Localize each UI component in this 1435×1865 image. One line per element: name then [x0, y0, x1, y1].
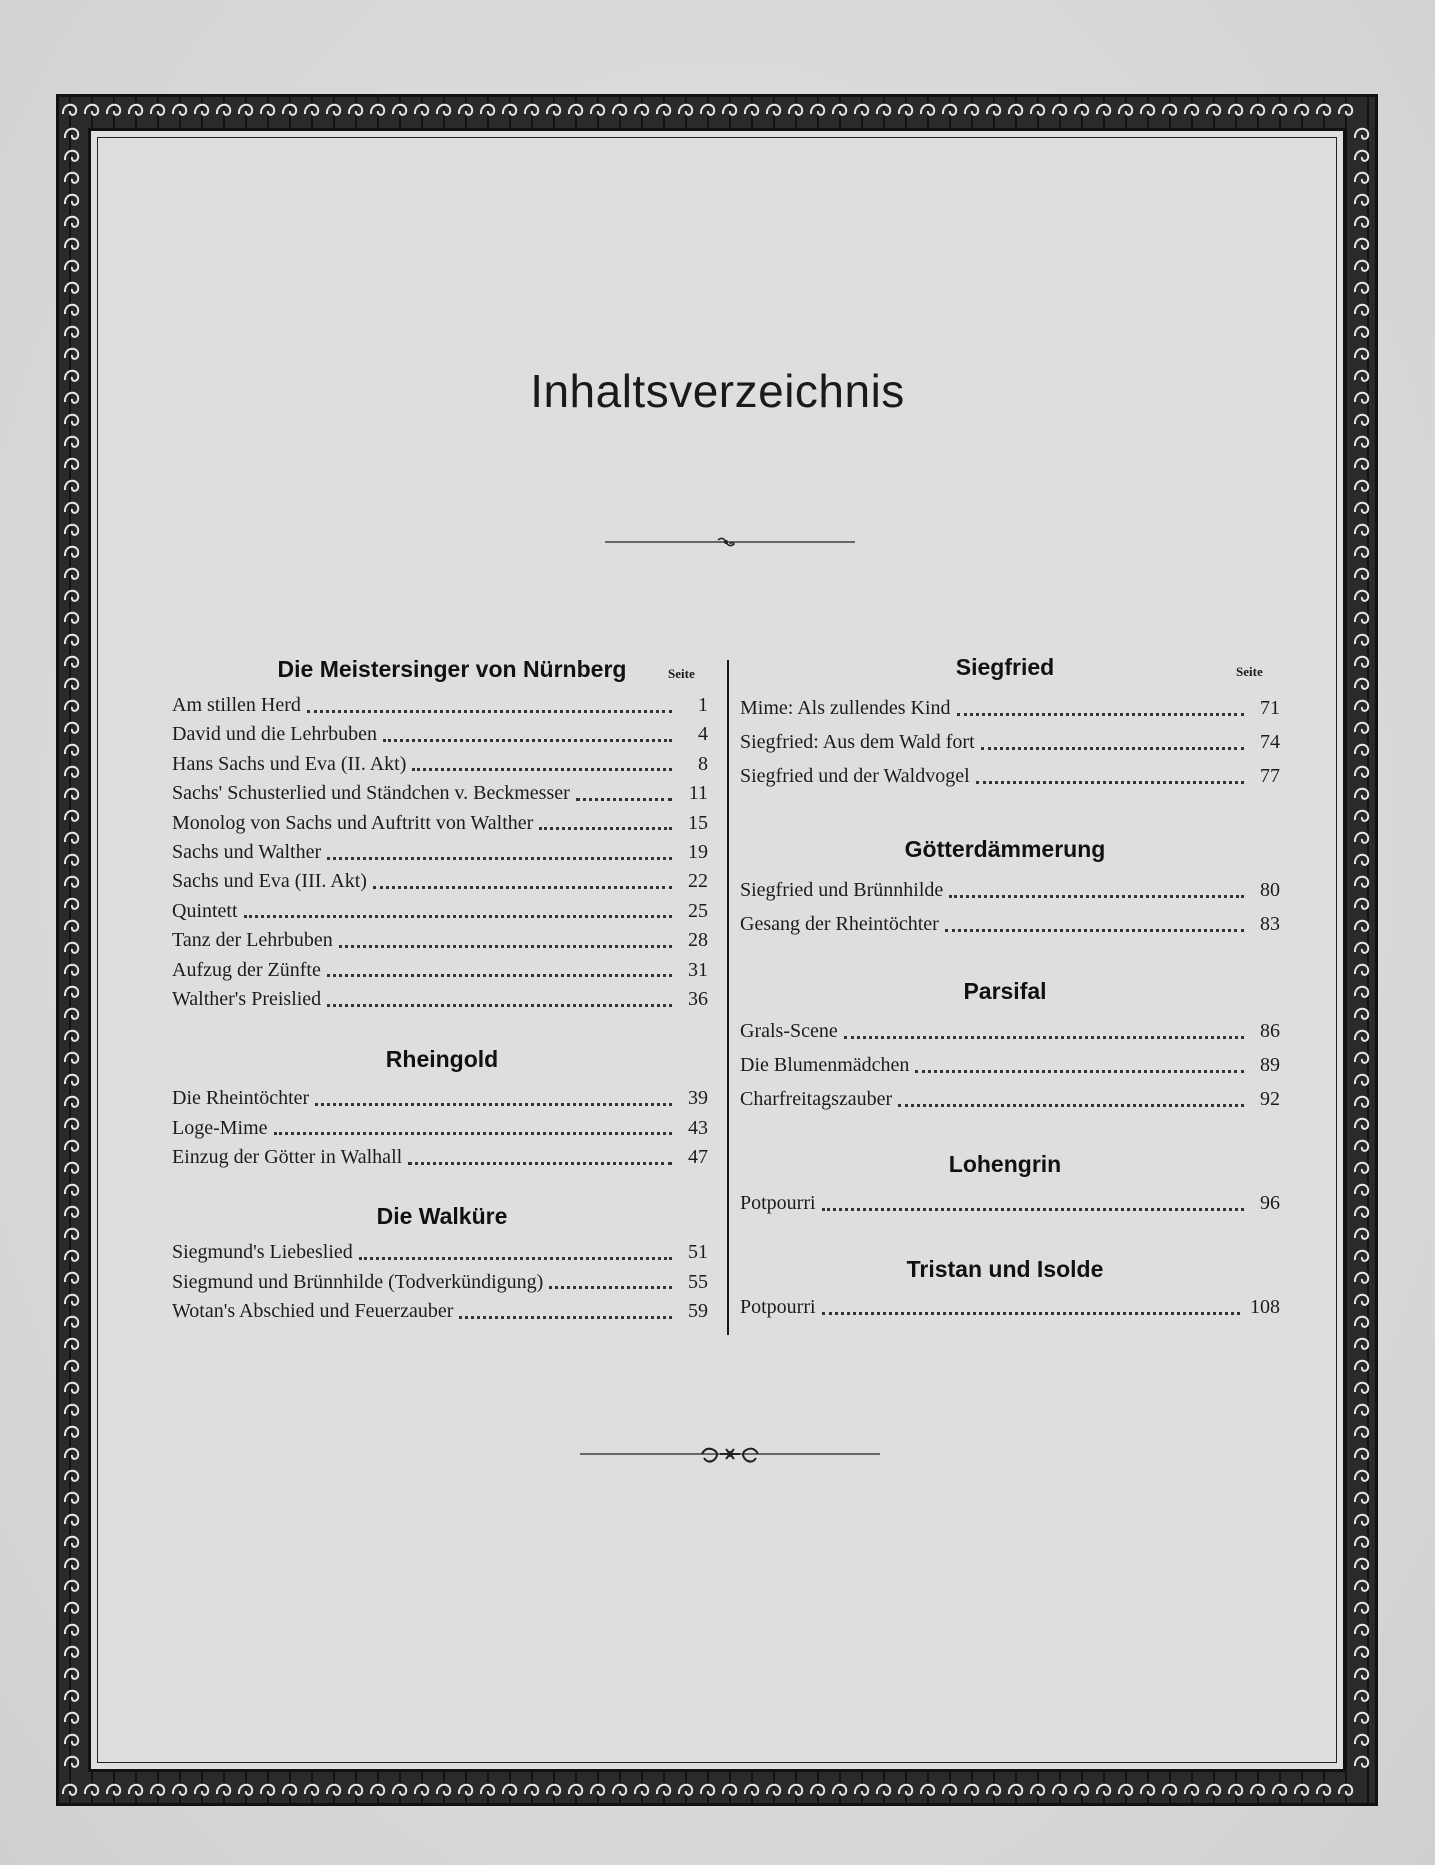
- toc-entry: [172, 959, 708, 987]
- leader-dots: [539, 827, 672, 830]
- entry-page-number: 31: [688, 958, 708, 981]
- entry-title: Die Blumenmädchen: [740, 1054, 910, 1076]
- entry-page-number: 86: [1260, 1020, 1280, 1042]
- entry-page-number: 11: [688, 782, 708, 805]
- toc-entry: [172, 782, 708, 810]
- entry-title: Siegfried und der Waldvogel: [740, 765, 970, 787]
- toc-entry: [172, 1087, 708, 1115]
- entry-page-number: 89: [1260, 1054, 1280, 1076]
- entry-page-number: 80: [1260, 879, 1280, 901]
- toc-entry: [172, 988, 708, 1016]
- entry-title: Potpourri: [740, 1192, 816, 1214]
- entry-title: David und die Lehrbuben: [172, 723, 377, 746]
- leader-dots: [822, 1312, 1240, 1315]
- entry-page-number: 1: [698, 694, 708, 716]
- entry-title: Siegfried: Aus dem Wald fort: [740, 731, 975, 753]
- section-heading-parsifal: Parsifal: [963, 978, 1047, 1004]
- entry-title: Siegmund und Brünnhilde (Todverkündigung): [172, 1270, 544, 1293]
- toc-entry: [740, 1192, 1280, 1220]
- toc-entry: [172, 1117, 708, 1145]
- entry-title: Die Rheintöchter: [172, 1087, 310, 1109]
- toc-entry: [740, 765, 1280, 793]
- entry-title: Mime: Als zullendes Kind: [740, 697, 951, 719]
- entry-page-number: 43: [688, 1116, 708, 1139]
- section-heading-lohengrin: Lohengrin: [948, 1151, 1062, 1177]
- toc-entry: [740, 913, 1280, 941]
- leader-dots: [957, 713, 1244, 716]
- section-heading-rheingold: Rheingold: [385, 1046, 499, 1072]
- bottom-divider-ornament: [580, 1440, 880, 1470]
- entry-title: Einzug der Götter in Walhall: [172, 1146, 403, 1168]
- entry-page-number: 92: [1260, 1088, 1280, 1110]
- toc-entry: [172, 900, 708, 928]
- entry-title: Loge-Mime: [172, 1116, 268, 1139]
- entry-page-number: 51: [688, 1241, 708, 1263]
- entry-page-number: 4: [698, 723, 708, 746]
- toc-entry: [740, 1296, 1280, 1324]
- leader-dots: [822, 1208, 1244, 1211]
- section-heading-die-walkure: Die Walküre: [376, 1203, 508, 1229]
- entry-title: Sachs' Schusterlied und Ständchen v. Beckmesser: [172, 782, 570, 805]
- entry-page-number: 19: [688, 841, 708, 863]
- toc-entry: [172, 841, 708, 869]
- toc-entry: [172, 929, 708, 957]
- entry-title: Monolog von Sachs und Auftritt von Walther: [172, 811, 534, 834]
- leader-dots: [459, 1316, 672, 1319]
- entry-title: Sachs und Walther: [172, 841, 322, 863]
- toc-entry: [740, 697, 1280, 725]
- section-heading-siegfried: Siegfried: [955, 654, 1055, 680]
- entry-page-number: 22: [688, 870, 708, 893]
- toc-entry: [172, 1271, 708, 1299]
- leader-dots: [315, 1103, 672, 1106]
- entry-page-number: 28: [688, 929, 708, 952]
- leader-dots: [327, 1004, 672, 1007]
- entry-title: Grals-Scene: [740, 1020, 838, 1042]
- entry-page-number: 15: [688, 811, 708, 834]
- leader-dots: [327, 974, 672, 977]
- entry-page-number: 74: [1260, 731, 1280, 753]
- seite-label: Seite: [668, 666, 695, 681]
- leader-dots: [359, 1257, 672, 1260]
- entry-title: Aufzug der Zünfte: [172, 958, 321, 981]
- entry-title: Walther's Preislied: [172, 988, 322, 1010]
- entry-page-number: 108: [1250, 1296, 1280, 1318]
- section-heading-die-meistersinger-von-nurnberg: Die Meistersinger von Nürnberg: [277, 656, 627, 682]
- toc-entry: [172, 1241, 708, 1269]
- entry-page-number: 77: [1260, 765, 1280, 787]
- entry-title: Charfreitagszauber: [740, 1088, 893, 1110]
- toc-entry: [172, 1300, 708, 1328]
- entry-title: Wotan's Abschied und Feuerzauber: [172, 1300, 454, 1322]
- leader-dots: [576, 798, 672, 801]
- entry-page-number: 55: [688, 1270, 708, 1293]
- leader-dots: [327, 857, 672, 860]
- leader-dots: [945, 929, 1244, 932]
- leader-dots: [981, 747, 1244, 750]
- entry-title: Siegmund's Liebeslied: [172, 1241, 353, 1263]
- leader-dots: [244, 915, 672, 918]
- toc-entry: [172, 812, 708, 840]
- leader-dots: [408, 1162, 672, 1165]
- leader-dots: [307, 710, 672, 713]
- leader-dots: [274, 1132, 672, 1135]
- leader-dots: [549, 1286, 672, 1289]
- leader-dots: [976, 781, 1244, 784]
- entry-page-number: 96: [1260, 1192, 1280, 1214]
- leader-dots: [373, 886, 672, 889]
- leader-dots: [412, 768, 672, 771]
- entry-page-number: 59: [688, 1300, 708, 1322]
- entry-title: Siegfried und Brünnhilde: [740, 879, 944, 901]
- toc-entry: [172, 870, 708, 898]
- leader-dots: [383, 739, 672, 742]
- toc-entry: [172, 753, 708, 781]
- entry-page-number: 39: [688, 1087, 708, 1109]
- toc-entry: [172, 723, 708, 751]
- entry-page-number: 47: [688, 1146, 708, 1168]
- entry-title: Tanz der Lehrbuben: [172, 929, 333, 952]
- entry-page-number: 8: [698, 752, 708, 775]
- section-heading-gotterdammerung: Götterdämmerung: [904, 836, 1106, 862]
- toc-entry: [172, 1146, 708, 1174]
- seite-label: Seite: [1236, 664, 1263, 679]
- toc-entry: [740, 879, 1280, 907]
- entry-title: Quintett: [172, 899, 238, 922]
- entry-title: Potpourri: [740, 1296, 816, 1318]
- leader-dots: [844, 1036, 1244, 1039]
- entry-title: Sachs und Eva (III. Akt): [172, 870, 367, 893]
- leader-dots: [898, 1104, 1244, 1107]
- toc-entry: [740, 1088, 1280, 1116]
- entry-page-number: 83: [1260, 913, 1280, 935]
- toc-entry: [172, 694, 708, 722]
- entry-page-number: 71: [1260, 697, 1280, 719]
- entry-title: Gesang der Rheintöchter: [740, 913, 939, 935]
- entry-page-number: 25: [688, 899, 708, 922]
- top-divider-ornament: [605, 535, 855, 549]
- entry-page-number: 36: [688, 988, 708, 1010]
- leader-dots: [949, 895, 1244, 898]
- toc-entry: [740, 731, 1280, 759]
- page-title: Inhaltsverzeichnis: [530, 365, 905, 417]
- leader-dots: [915, 1070, 1244, 1073]
- column-divider: [727, 660, 729, 1335]
- section-heading-tristan-und-isolde: Tristan und Isolde: [906, 1256, 1104, 1282]
- toc-entry: [740, 1054, 1280, 1082]
- leader-dots: [339, 945, 672, 948]
- entry-title: Hans Sachs und Eva (II. Akt): [172, 752, 407, 775]
- toc-entry: [740, 1020, 1280, 1048]
- entry-title: Am stillen Herd: [172, 694, 301, 716]
